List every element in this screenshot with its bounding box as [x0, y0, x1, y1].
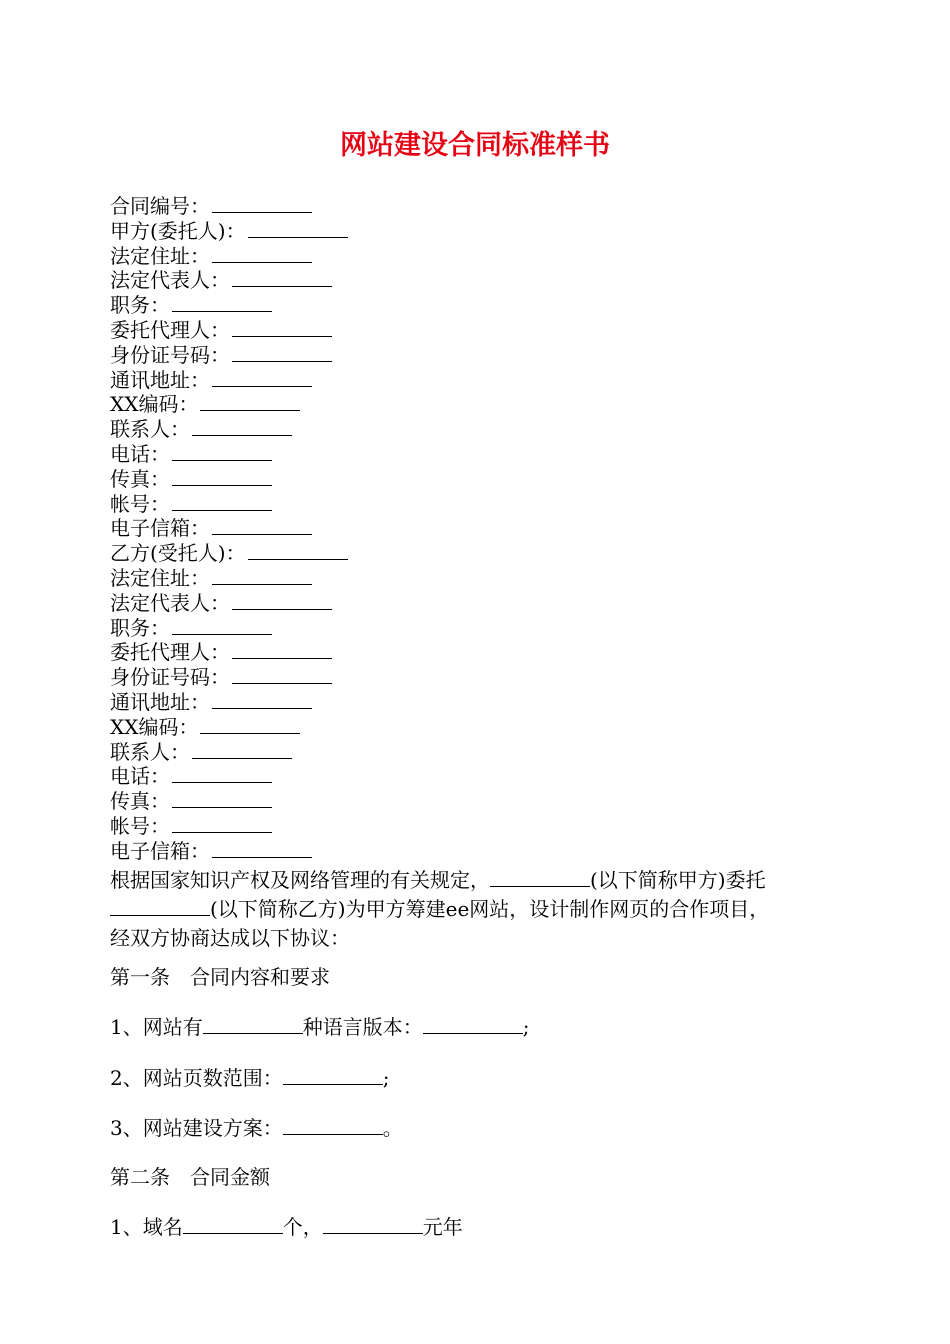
- field-a-address: 法定住址：: [110, 244, 348, 269]
- field-b-account: 帐号：: [110, 814, 348, 839]
- blank: [200, 394, 300, 411]
- article-1-item-1: 1、网站有 种语言版本： ;: [110, 1015, 530, 1039]
- field-a-id: 身份证号码：: [110, 343, 348, 368]
- blank: [212, 196, 312, 213]
- blank: [232, 345, 332, 362]
- field-contract-no: 合同编号：: [110, 194, 348, 219]
- blank: [232, 667, 332, 684]
- blank: [283, 1068, 383, 1085]
- blank: [248, 543, 348, 560]
- article-1-item-3: 3、网站建设方案： 。: [110, 1116, 403, 1140]
- field-b-address: 法定住址：: [110, 566, 348, 591]
- blank: [423, 1017, 523, 1034]
- blank: [172, 791, 272, 808]
- blank: [192, 742, 292, 759]
- blank: [283, 1118, 383, 1135]
- article-1-heading: 第一条 合同内容和要求: [110, 965, 330, 989]
- article-2-item-1: 1、域名 个， 元年: [110, 1215, 463, 1239]
- intro-line: (以下简称乙方)为甲方筹建ee网站，设计制作网页的合作项目，: [110, 895, 860, 924]
- blank: [490, 870, 590, 887]
- field-a-postcode: XX编码：: [110, 392, 348, 417]
- field-a-mail-address: 通讯地址：: [110, 368, 348, 393]
- blank: [172, 766, 272, 783]
- blank: [232, 593, 332, 610]
- field-a-contact: 联系人：: [110, 417, 348, 442]
- blank: [200, 717, 300, 734]
- field-b-representative: 法定代表人：: [110, 591, 348, 616]
- document-title: 网站建设合同标准样书: [340, 130, 610, 161]
- blank: [172, 494, 272, 511]
- blank: [110, 899, 210, 916]
- field-party-a: 甲方(委托人)：: [110, 219, 348, 244]
- field-a-email: 电子信箱：: [110, 516, 348, 541]
- field-b-email: 电子信箱：: [110, 839, 348, 864]
- intro-line: 根据国家知识产权及网络管理的有关规定， (以下简称甲方)委托: [110, 868, 766, 892]
- field-a-position: 职务：: [110, 293, 348, 318]
- blank: [248, 221, 348, 238]
- party-fields: [110, 194, 348, 864]
- blank: [212, 692, 312, 709]
- intro-line: 经双方协商达成以下协议：: [110, 926, 350, 950]
- blank: [212, 841, 312, 858]
- field-b-id: 身份证号码：: [110, 665, 348, 690]
- blank: [212, 246, 312, 263]
- field-a-phone: 电话：: [110, 442, 348, 467]
- article-1-item-2: 2、网站页数范围： ;: [110, 1066, 390, 1090]
- blank: [212, 370, 312, 387]
- article-2-heading: 第二条 合同金额: [110, 1165, 270, 1189]
- blank: [172, 469, 272, 486]
- field-b-contact: 联系人：: [110, 740, 348, 765]
- blank: [183, 1217, 283, 1234]
- blank: [232, 642, 332, 659]
- field-a-agent: 委托代理人：: [110, 318, 348, 343]
- field-b-mail-address: 通讯地址：: [110, 690, 348, 715]
- blank: [212, 518, 312, 535]
- blank: [203, 1017, 303, 1034]
- blank: [172, 295, 272, 312]
- field-a-account: 帐号：: [110, 492, 348, 517]
- blank: [232, 320, 332, 337]
- blank: [232, 270, 332, 287]
- blank: [192, 419, 292, 436]
- field-b-agent: 委托代理人：: [110, 640, 348, 665]
- blank: [172, 816, 272, 833]
- field-b-fax: 传真：: [110, 789, 348, 814]
- blank: [172, 618, 272, 635]
- blank: [212, 568, 312, 585]
- field-b-postcode: XX编码：: [110, 715, 348, 740]
- intro-paragraph: [110, 866, 860, 953]
- field-a-representative: 法定代表人：: [110, 268, 348, 293]
- field-a-fax: 传真：: [110, 467, 348, 492]
- field-party-b: 乙方(受托人)：: [110, 541, 348, 566]
- blank: [323, 1217, 423, 1234]
- field-b-position: 职务：: [110, 616, 348, 641]
- field-b-phone: 电话：: [110, 764, 348, 789]
- blank: [172, 444, 272, 461]
